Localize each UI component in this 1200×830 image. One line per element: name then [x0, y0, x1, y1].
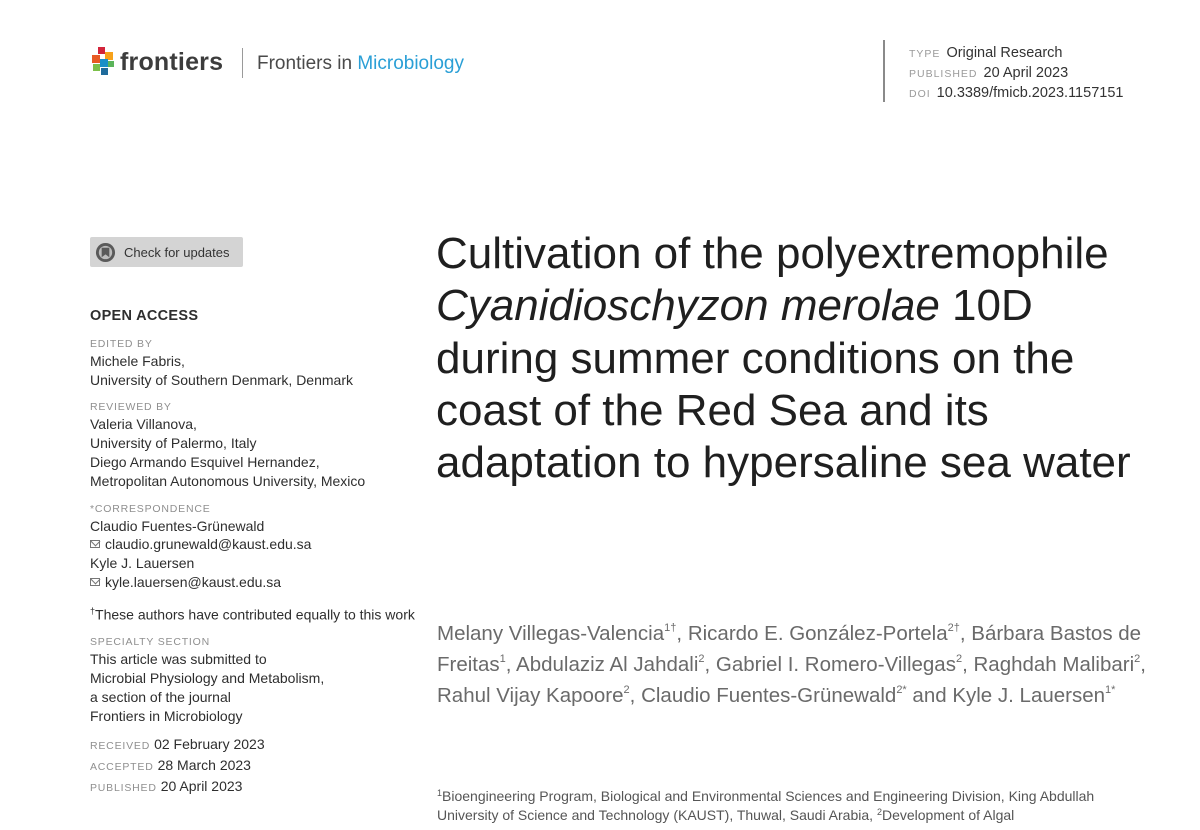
article-dates: [90, 735, 420, 797]
check-updates-icon: [95, 242, 116, 263]
correspondence-label: *CORRESPONDENCE: [90, 502, 211, 515]
author-separator: ,: [676, 622, 688, 645]
author-separator: ,: [704, 653, 716, 676]
received-row: [90, 735, 420, 756]
title-species: Cyanidioschyzon merolae: [436, 281, 940, 331]
footnote-mark: †: [90, 605, 96, 616]
author-name[interactable]: Ricardo E. González-Portela: [687, 622, 948, 645]
author-separator: ,: [959, 622, 972, 645]
affiliation-mark: 2: [876, 807, 882, 817]
published-value: 20 April 2023: [983, 65, 1069, 81]
author-affiliation-mark: 2*: [896, 684, 907, 696]
author-name[interactable]: Abdulaziz Al Jahdali: [516, 653, 699, 676]
affiliation-mark: 1: [437, 788, 443, 798]
reviewer-name: Diego Armando Esquivel Hernandez,: [90, 453, 320, 470]
journal-name[interactable]: [257, 53, 464, 75]
received-date: 02 February 2023: [154, 736, 265, 753]
author-name[interactable]: Rahul Vijay Kapoore: [437, 684, 624, 707]
published-label: PUBLISHED: [909, 68, 978, 80]
type-label: TYPE: [909, 48, 941, 60]
check-updates-label: Check for updates: [124, 244, 230, 260]
author-name[interactable]: Bárbara Bastos de Freitas: [437, 622, 1142, 676]
reviewed-by-label: REVIEWED BY: [90, 401, 172, 414]
type-value: Original Research: [946, 45, 1063, 61]
editor-name: Michele Fabris,: [90, 352, 185, 369]
frontiers-logo[interactable]: [90, 46, 223, 78]
article-meta: [909, 44, 1123, 104]
specialty-line: Frontiers in Microbiology: [90, 707, 243, 724]
open-access-label: OPEN ACCESS: [90, 308, 199, 324]
author-affiliation-mark: 2†: [947, 622, 960, 634]
reviewer-affiliation: University of Palermo, Italy: [90, 435, 257, 452]
footnote-text: These authors have contributed equally to this work: [95, 606, 415, 623]
affiliation-2: Development of Algal: [881, 807, 1015, 823]
reviewer-affiliation: Metropolitan Autonomous University, Mexico: [90, 472, 366, 489]
correspondent-email[interactable]: claudio.grunewald@kaust.edu.sa: [105, 536, 312, 553]
doi-label: DOI: [909, 88, 931, 100]
meta-divider: [883, 40, 885, 102]
mail-icon: [90, 540, 100, 548]
correspondent-name: Claudio Fuentes-Grünewald: [90, 517, 265, 534]
affiliation-1: Bioengineering Program, Biological and Environmental Sciences and Engineering Division, King Abdullah University of Science and Technology (KAUST), Thuwal, Saudi Arabia,: [437, 788, 1095, 823]
correspondent-name: Kyle J. Lauersen: [90, 555, 195, 572]
frontiers-logo-icon: [90, 46, 116, 78]
specialty-line: a section of the journal: [90, 688, 231, 705]
check-for-updates-button[interactable]: [90, 237, 243, 267]
published-date: 20 April 2023: [160, 778, 243, 794]
article-title: [436, 228, 1136, 489]
reviewer-name: Valeria Villanova,: [90, 416, 197, 433]
author-affiliation-mark: 2: [698, 653, 705, 665]
correspondent-email-row: [90, 573, 420, 592]
specialty-line: Microbial Physiology and Metabolism,: [90, 670, 325, 687]
title-part-1: Cultivation of the polyextremophile: [436, 229, 1109, 278]
accepted-date: 28 March 2023: [157, 757, 251, 774]
journal-prefix: Frontiers in: [257, 53, 358, 74]
author-name[interactable]: Claudio Fuentes-Grünewald: [641, 684, 897, 707]
author-separator: ,: [629, 684, 642, 707]
author-affiliation-mark: 2: [955, 653, 963, 665]
author-affiliation-mark: 1*: [1105, 684, 1116, 696]
author-name[interactable]: Melany Villegas-Valencia: [437, 622, 665, 645]
logo-wordmark: frontiers: [120, 47, 224, 76]
editor-affiliation: University of Southern Denmark, Denmark: [90, 371, 353, 388]
author-name[interactable]: Kyle J. Lauersen: [952, 684, 1106, 707]
title-part-2: 10D during summer conditions on the coast of the Red Sea and its adaptation to hypersaline sea water: [436, 281, 1131, 488]
published-label: PUBLISHED: [90, 782, 157, 794]
accepted-row: [90, 756, 420, 777]
author-separator: ,: [962, 653, 974, 676]
journal-subject: Microbiology: [357, 53, 464, 74]
specialty-section-label: SPECIALTY SECTION: [90, 636, 210, 649]
published-row: [90, 777, 420, 798]
author-affiliation-mark: 2: [1134, 653, 1141, 665]
accepted-label: ACCEPTED: [90, 761, 154, 774]
author-list: [437, 618, 1157, 711]
author-name[interactable]: Raghdah Malibari: [973, 653, 1135, 676]
affiliations: [437, 787, 1157, 825]
author-affiliation-mark: 1†: [664, 622, 677, 634]
author-separator: ,: [1140, 653, 1146, 676]
correspondent-email[interactable]: kyle.lauersen@kaust.edu.sa: [105, 573, 282, 590]
edited-by-label: EDITED BY: [90, 337, 153, 350]
author-separator: and: [906, 684, 953, 707]
header-divider: [242, 48, 243, 78]
correspondent-email-row: [90, 535, 420, 554]
equal-contribution-note: [90, 602, 420, 624]
author-affiliation-mark: 2: [623, 684, 630, 696]
mail-icon: [90, 578, 100, 586]
author-affiliation-mark: 1: [499, 653, 506, 665]
author-separator: ,: [505, 653, 517, 676]
doi-link[interactable]: 10.3389/fmicb.2023.1157151: [936, 85, 1124, 101]
specialty-line: This article was submitted to: [90, 651, 267, 668]
sidebar: [90, 307, 420, 798]
received-label: RECEIVED: [90, 740, 151, 753]
author-name[interactable]: Gabriel I. Romero-Villegas: [715, 653, 956, 676]
